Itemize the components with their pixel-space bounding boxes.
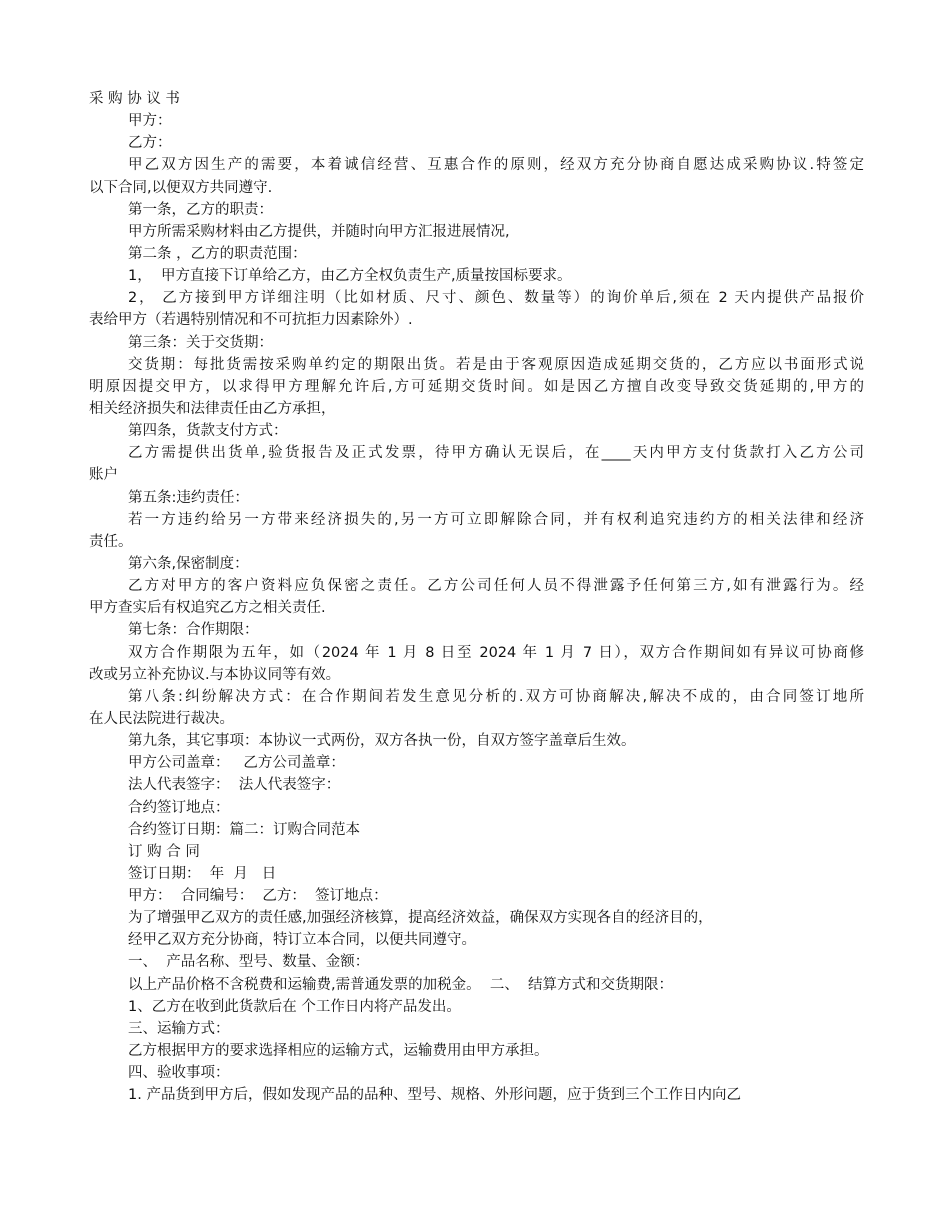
signing-place-line: 合约签订地点： — [128, 799, 230, 816]
clause-heading: 第五条:违约责任： — [128, 489, 249, 506]
text-line: 乙方对甲方的客户资料应负保密之责任。乙方公司任何人员不得泄露予任何第三方,如有泄露行为。经 — [128, 578, 864, 595]
text-line: 乙方需提供出货单,验货报告及正式发票，待甲方确认无误后，在____天内甲方支付货款打入乙方公司 — [128, 445, 864, 462]
section-title: 订 购 合 同 — [128, 843, 200, 860]
clause-heading: 三、运输方式： — [128, 1020, 230, 1037]
text-line: 账户 — [89, 467, 118, 484]
clause-heading: 第三条：关于交货期： — [128, 334, 273, 351]
clause-heading: 一、 产品名称、型号、数量、金额： — [128, 954, 370, 971]
signing-date-line: 合约签订日期：篇二：订购合同范本 — [128, 821, 360, 838]
clause-heading: 第七条：合作期限： — [128, 622, 259, 639]
document-title: 采 购 协 议 书 — [89, 91, 180, 107]
clause-heading: 第四条，货款支付方式： — [128, 423, 288, 440]
clause-heading: 四、验收事项： — [128, 1065, 230, 1082]
text-line: 第九条，其它事项：本协议一式两份，双方各执一份，自双方签字盖章后生效。 — [128, 733, 636, 750]
text-line: 甲乙双方因生产的需要，本着诚信经营、互惠合作的原则，经双方充分协商自愿达成采购协议.特签定 — [128, 157, 864, 174]
text-line: 1、乙方在收到此货款后在 个工作日内将产品发出。 — [128, 998, 461, 1015]
parties-line: 甲方： 合同编号： 乙方： 签订地点： — [128, 888, 388, 905]
text-line: 乙方根据甲方的要求选择相应的运输方式，运输费用由甲方承担。 — [128, 1043, 549, 1060]
party-a-line: 甲方： — [128, 113, 172, 130]
text-line: 若一方违约给另一方带来经济损失的,另一方可立即解除合同，并有权利追究违约方的相关法律和经济 — [128, 511, 864, 528]
text-line: 1. 产品货到甲方后，假如发现产品的品种、型号、规格、外形问题，应于货到三个工作日内向乙 — [128, 1087, 741, 1104]
text-line: 明原因提交甲方，以求得甲方理解允许后,方可延期交货时间。如是因乙方擅自改变导致交货延期的,甲方的 — [89, 378, 864, 395]
text-line: 以上产品价格不含税费和运输费,需普通发票的加税金。 二、 结算方式和交货期限： — [128, 976, 674, 993]
text-line: 甲方查实后有权追究乙方之相关责任. — [89, 600, 326, 617]
list-item: 2， 乙方接到甲方详细注明（比如材质、尺寸、颜色、数量等）的询价单后,须在 2 天内提供产品报价 — [128, 290, 864, 307]
party-b-line: 乙方： — [128, 135, 172, 152]
text-line: 经甲乙双方充分协商，特订立本合同，以便共同遵守。 — [128, 932, 476, 949]
seal-line: 甲方公司盖章： 乙方公司盖章： — [128, 755, 345, 772]
signature-line: 法人代表签字： 法人代表签字： — [128, 777, 341, 794]
text-line: 相关经济损失和法律责任由乙方承担， — [89, 400, 336, 417]
text-line: 表给甲方（若遇特别情况和不可抗拒力因素除外）. — [89, 312, 413, 329]
text-line: 改或另立补充协议.与本协议同等有效。 — [89, 666, 341, 683]
clause-heading: 第二条 ，乙方的职责范围： — [128, 245, 307, 262]
clause-heading: 第一条，乙方的职责： — [128, 201, 273, 218]
text-line: 责任。 — [89, 533, 133, 550]
text-line: 以下合同,以便双方共同遵守. — [89, 179, 273, 196]
list-item: 1， 甲方直接下订单给乙方，由乙方全权负责生产,质量按国标要求。 — [128, 268, 572, 285]
text-line: 交货期：每批货需按采购单约定的期限出货。若是由于客观原因造成延期交货的，乙方应以书面形式说 — [128, 356, 864, 373]
text-line: 第八条:纠纷解决方式：在合作期间若发生意见分析的.双方可协商解决,解决不成的，由合同签订地所 — [128, 688, 864, 705]
clause-heading: 第六条,保密制度： — [128, 555, 249, 572]
text-line: 甲方所需采购材料由乙方提供，并随时向甲方汇报进展情况, — [128, 223, 510, 240]
document-body — [89, 88, 864, 1106]
text-line: 双方合作期限为五年，如（2024 年 1 月 8 日至 2024 年 1 月 7 日），双方合作期间如有异议可协商修 — [128, 644, 864, 661]
text-line: 为了增强甲乙双方的责任感,加强经济核算，提高经济效益，确保双方实现各自的经济目的， — [128, 910, 713, 927]
text-line: 在人民法院进行裁决。 — [89, 710, 234, 727]
signing-date-line: 签订日期： 年 月 日 — [128, 865, 277, 882]
